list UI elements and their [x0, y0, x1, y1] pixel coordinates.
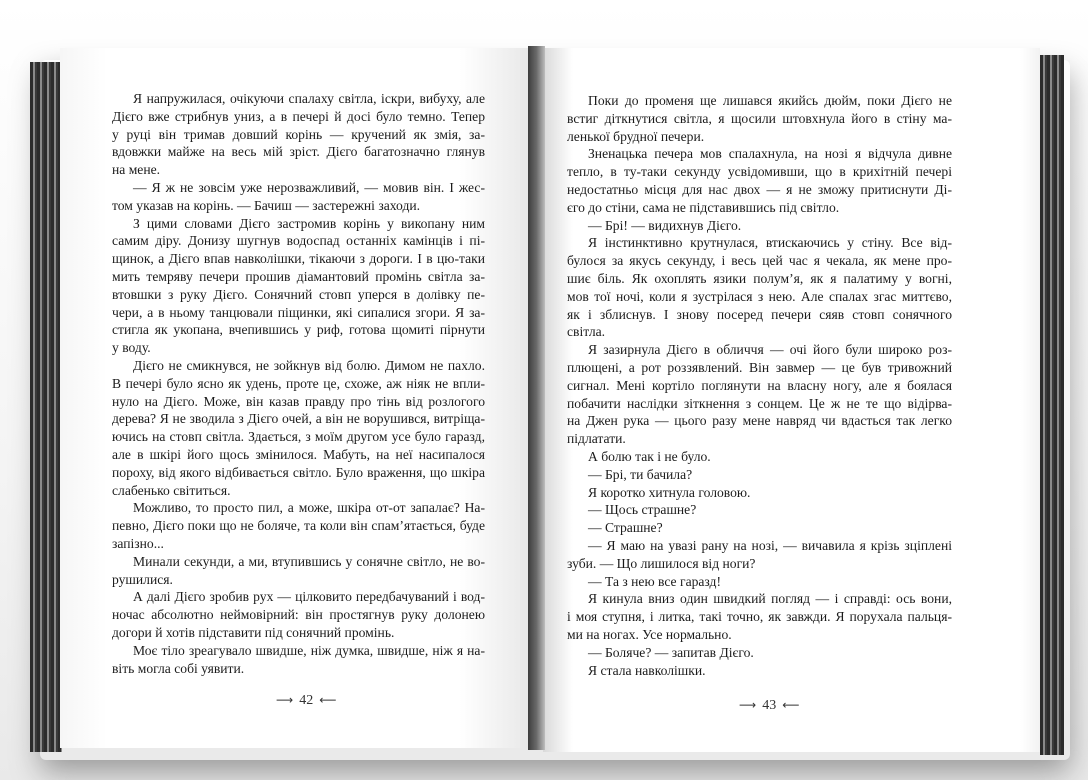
text-line: мить темряву печери прошив діамантовий промінь світла за-: [112, 268, 485, 284]
text-line: ночас абсолютно неймовірний: він простягнув руку долонею: [112, 607, 485, 623]
page-number-left: [270, 693, 342, 709]
text-line: зуби. — Що лишилося від ноги?: [567, 555, 756, 571]
text-line: певно, Дієго поки що не боляче, та коли він спам’ятається, буде: [112, 518, 485, 534]
text-line: на Джен рука — цього разу мене навряд чи вдасться так легко: [567, 413, 952, 429]
right-page: [543, 48, 1040, 752]
text-line: чери, а в ньому танцювали піщинки, які сипалися згори. Я за-: [112, 304, 485, 320]
text-line: А болю так і не було.: [588, 448, 711, 464]
ornament-arrow-icon: ⟵: [782, 698, 800, 712]
text-line: дерева? Я не зводила з Дієго очей, а він не ворушився, витріща-: [112, 411, 485, 427]
paragraph: [112, 215, 485, 357]
paragraph: [112, 588, 485, 641]
text-line: світла.: [567, 324, 606, 340]
paragraph: [567, 448, 952, 466]
text-line: але в шкірі його щось змінилося. Мабуть, на неї насипалося: [112, 446, 485, 462]
text-line: Я напружилася, очікуючи спалаху світла, іскри, вибуху, але: [133, 91, 485, 106]
text-line: слабенько світиться.: [112, 482, 231, 498]
text-line: запізно...: [112, 535, 164, 551]
page-number: 42: [299, 693, 314, 708]
paragraph: [112, 179, 485, 215]
text-line: самим діру. Донизу шугнув водоспад останніх камінців і пі-: [112, 233, 485, 249]
page-number-right: [733, 698, 805, 714]
text-line: втовшки з руку Дієго. Сонячний стовп уперся в долівку пе-: [112, 286, 485, 302]
text-line: — Я маю на увазі рану на нозі, — вичавила я крізь зціплені: [588, 537, 952, 553]
paragraph: [112, 357, 485, 499]
text-line: нуло на Дієго. Може, він казав правду про тінь від розлогого: [112, 393, 485, 409]
text-line: плющені, а рот роззявлений. Він завмер — це був тривожний: [567, 359, 952, 375]
paragraph: [567, 662, 952, 680]
text-line: єго до стіни, сама не підставившись під світло.: [567, 199, 840, 215]
text-line: В печері було ясно як удень, проте це, схоже, аж ніяк не впли-: [112, 375, 485, 391]
paragraph: [567, 573, 952, 591]
text-line: стигла як укопана, вчепившись у риф, готова щомиті пірнути: [112, 322, 485, 338]
text-line: — Боляче? — запитав Дієго.: [588, 644, 754, 660]
paragraph: [567, 217, 952, 235]
text-line: як і зблиснув. І знову посеред печери сяяв стовп сонячного: [567, 306, 952, 322]
left-page-edges: [30, 62, 62, 752]
text-line: Дієго не смикнувся, не зойкнув від болю. Димом не пахло.: [133, 357, 485, 373]
text-line: Я зазирнула Дієго в обличчя — очі його були широко роз-: [588, 342, 952, 358]
paragraph: [567, 145, 952, 216]
text-line: Я коротко хитнула головою.: [588, 484, 751, 500]
book-gutter: [528, 46, 545, 750]
text-line: — Брі! — видихнув Дієго.: [588, 217, 742, 233]
paragraph: [567, 537, 952, 573]
text-line: мов тої ночі, коли я зустрілася з нею. Але спалах згас миттєво,: [567, 288, 952, 304]
paragraph: [567, 341, 952, 448]
text-line: Дієго вже стрибнув униз, а в печері й досі було темно. Тепер: [112, 108, 485, 124]
text-line: Я інстинктивно крутнулася, втискаючись у стіну. Все від-: [588, 235, 952, 251]
text-line: Моє тіло зреагувало швидше, ніж думка, швидше, ніж я на-: [133, 642, 485, 658]
text-line: — Та з нею все гаразд!: [588, 573, 721, 589]
text-line: пороху, від якого відбивається світло. Було враження, що шкіра: [112, 464, 485, 480]
text-line: на мене.: [112, 162, 161, 178]
text-line: ми на ногах. Усе нормально.: [567, 626, 732, 642]
text-line: — Брі, ти бачила?: [588, 466, 693, 482]
paragraph: [112, 642, 485, 678]
text-line: встиг діткнутися світла, я щосили штовхнула його в стіну ма-: [567, 110, 952, 126]
left-page: [60, 48, 530, 748]
text-line: — Щось страшне?: [588, 502, 697, 518]
ornament-arrow-icon: ⟶: [276, 693, 294, 707]
paragraph: [567, 644, 952, 662]
paragraph: [567, 92, 952, 145]
paragraph: [567, 590, 952, 643]
text-line: і моя ступня, і литка, такі точно, як завжди. Я порухала пальця-: [567, 609, 952, 625]
text-line: Можливо, то просто пил, а може, шкіра от-от запалає? На-: [133, 500, 485, 516]
text-line: том указав на корінь. — Бачиш — застережні заходи.: [112, 197, 421, 213]
text-line: тепло, в ту-таки секунду усвідомивши, що в крихітній печері: [567, 164, 952, 180]
text-line: рушилися.: [112, 571, 173, 587]
right-page-edges: [1040, 55, 1064, 755]
paragraph: [567, 501, 952, 519]
text-line: — Я ж не зовсім уже нерозважливий, — мовив він. І жес-: [133, 179, 485, 195]
text-line: недостатньо місця для нас двох — я не зможу притиснути Ді-: [567, 181, 952, 197]
paragraph: [567, 484, 952, 502]
text-line: Зненацька печера мов спалахнула, на нозі я відчула дивне: [588, 146, 952, 162]
ornament-arrow-icon: ⟶: [739, 698, 757, 712]
text-line: — Страшне?: [588, 520, 663, 536]
paragraph: [112, 499, 485, 552]
page-number: 43: [762, 698, 777, 713]
text-line: Поки до променя ще лишався якийсь дюйм, поки Дієго не: [588, 93, 952, 108]
ornament-arrow-icon: ⟵: [319, 693, 337, 707]
text-line: ленької брудної печери.: [567, 128, 705, 144]
text-line: підлатати.: [567, 431, 626, 447]
text-line: шиє біль. Як охоплять язики полум’я, як я палатиму у вогні,: [567, 270, 952, 286]
paragraph: [567, 466, 952, 484]
text-line: А далі Дієго зробив рух — цілковито передбачуваний і вод-: [133, 589, 485, 605]
paragraph: [112, 553, 485, 589]
text-line: Я стала навколішки.: [588, 662, 706, 678]
paragraph: [112, 90, 485, 179]
text-line: догори й хотів підставити під сонячний промінь.: [112, 624, 395, 640]
text-line: вдовжки майже на весь мій зріст. Дієго багатозначно глянув: [112, 144, 485, 160]
text-line: у руці він тримав довший корінь — кручений як змія, за-: [112, 126, 485, 142]
text-line: віть могла собі уявити.: [112, 660, 245, 676]
text-line: Минали секунди, а ми, втупившись у сонячне світло, не во-: [133, 553, 485, 569]
text-line: побачити наслідки зіткнення з сонцем. Це ж не те що відірва-: [567, 395, 952, 411]
text-line: Я кинула вниз один швидкий погляд — і справді: ось вони,: [588, 591, 952, 607]
text-line: ючись на стовп світла. Здається, з моїм другом усе було гаразд,: [112, 429, 485, 445]
right-page-text: [567, 92, 952, 679]
text-line: З цими словами Дієго застромив корінь у викопану ним: [133, 215, 485, 231]
paragraph: [567, 519, 952, 537]
text-line: щинок, а Дієго впав навколішки, тікаючи з дороги. І в цю-таки: [112, 251, 485, 267]
left-page-text: [112, 90, 485, 677]
text-line: у воду.: [112, 340, 151, 356]
text-line: булося за якусь секунду, і весь цей час я чекала, як мене про-: [567, 253, 952, 269]
paragraph: [567, 234, 952, 341]
text-line: сигнал. Мені кортіло поглянути на власну ногу, але я боялася: [567, 377, 952, 393]
